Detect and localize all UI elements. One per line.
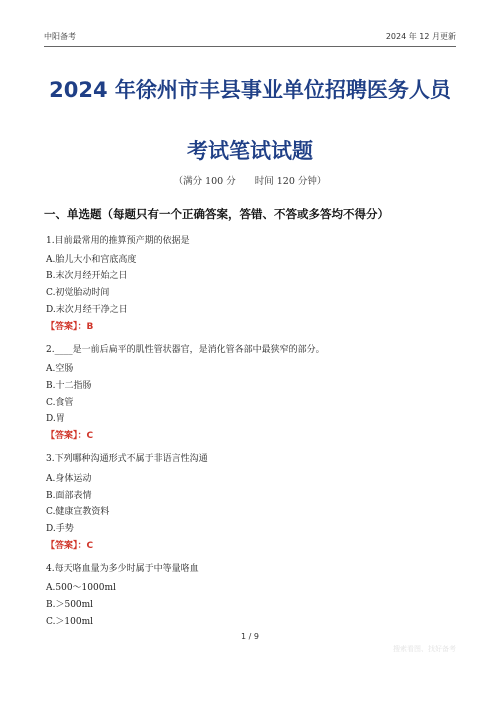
header-brand: 中阳备考	[44, 32, 76, 41]
exam-meta: （满分 100 分 时间 120 分钟）	[173, 176, 327, 187]
question-option: D.末次月经干净之日	[46, 305, 128, 315]
header-divider	[44, 46, 456, 47]
page-header	[44, 31, 456, 45]
question-option: C.健康宣教资料	[46, 507, 110, 517]
question-option: C.食管	[46, 398, 74, 408]
question-option: B.面部表情	[46, 491, 92, 501]
header-update-date: 2024 年 12 月更新	[385, 32, 456, 41]
question-answer: 【答案】：C	[46, 541, 94, 551]
document-subtitle: 考试笔试试题	[187, 139, 313, 163]
page-number: 1 / 9	[241, 632, 259, 641]
question-option: A.身体运动	[46, 474, 92, 484]
question-option: A.胎儿大小和宫底高度	[46, 255, 137, 265]
question-option: D.胃	[46, 414, 65, 424]
question-option: A.空肠	[46, 364, 74, 374]
question-option: C.＞100ml	[46, 617, 94, 627]
question-option: B.十二指肠	[46, 381, 92, 391]
question-option: D.手势	[46, 524, 74, 534]
question-option: B.末次月经开始之日	[46, 271, 128, 281]
question-option: B.＞500ml	[46, 600, 94, 610]
watermark: 搜索看图、找好备考	[393, 645, 456, 653]
question-stem: 4.每天咯血量为多少时属于中等量咯血	[46, 564, 199, 574]
question-option: A.500～1000ml	[46, 583, 116, 593]
question-stem: 2.____是一前后扁平的肌性管状器官，是消化管各部中最狭窄的部分。	[46, 345, 325, 355]
question-answer: 【答案】：C	[46, 431, 94, 441]
question-option: C.初觉胎动时间	[46, 288, 110, 298]
question-answer: 【答案】：B	[46, 322, 94, 332]
section-heading: 一、单选题（每题只有一个正确答案，答错、不答或多答均不得分）	[44, 207, 389, 221]
document-title: 2024 年徐州市丰县事业单位招聘医务人员	[49, 78, 451, 102]
question-stem: 3.下列哪种沟通形式不属于非语言性沟通	[46, 454, 208, 464]
question-stem: 1.目前最常用的推算预产期的依据是	[46, 236, 190, 246]
